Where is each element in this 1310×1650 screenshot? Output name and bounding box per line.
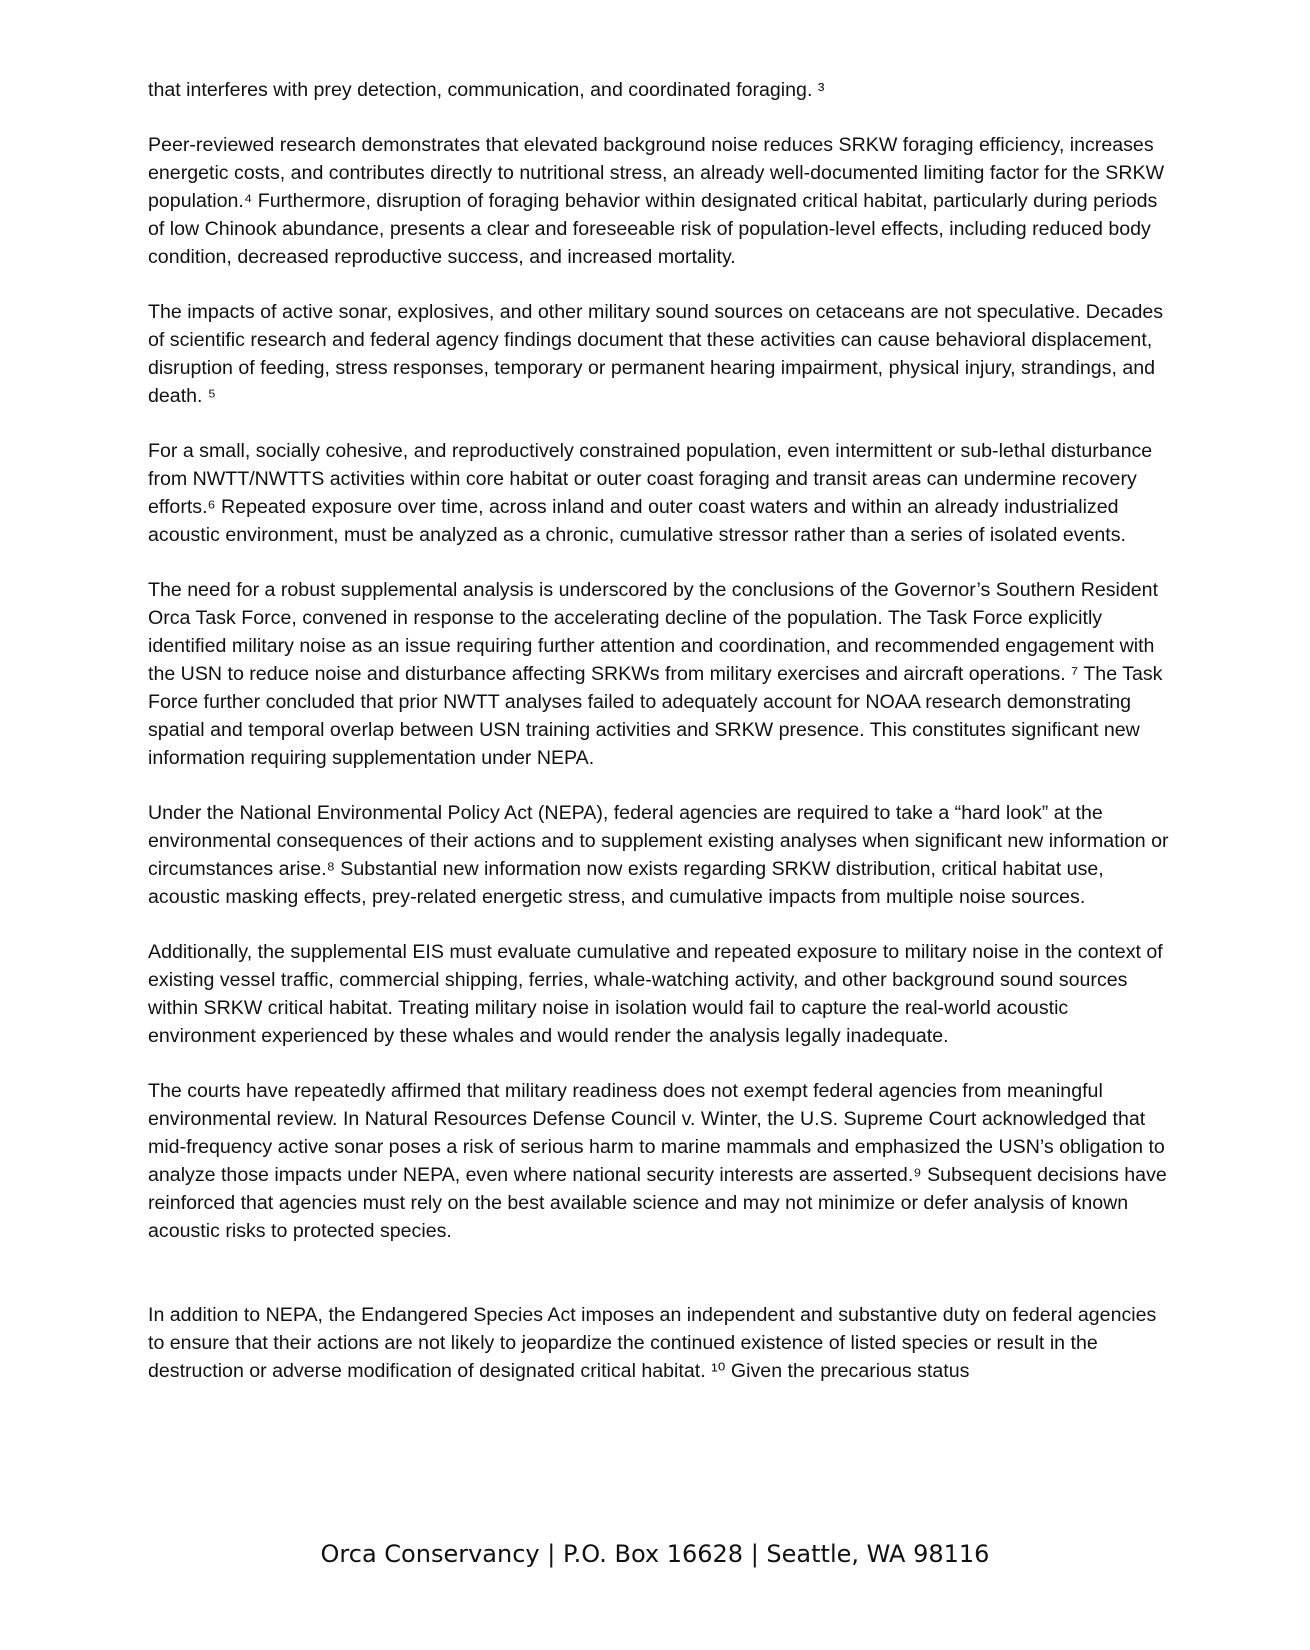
paragraph-foraging-interference: that interferes with prey detection, communication, and coordinated foraging. ³	[148, 79, 825, 101]
paragraph-small-population-disturbance: For a small, socially cohesive, and reproductively constrained population, even intermittent or sub-lethal disturbance from NWTT/NWTTS activities within core habitat or outer coast foraging and transit areas can undermine recovery efforts.⁶ Repeated exposure over time, across inland and outer coast waters and within an already industrialized acoustic environment, must be analyzed as a chronic, cumulative stressor rather than a series of isolated events.	[148, 440, 1153, 546]
paragraph-cumulative-exposure: Additionally, the supplemental EIS must evaluate cumulative and repeated exposure to military noise in the context of existing vessel traffic, commercial shipping, ferries, whale-watching activity, and other background sound sources within SRKW critical habitat. Treating military noise in isolation would fail to capture the real-world acoustic environment experienced by these whales and would render the analysis legally inadequate.	[148, 941, 1163, 1047]
paragraph-nepa-hard-look: Under the National Environmental Policy Act (NEPA), federal agencies are required to take a “hard look” at the environmental consequences of their actions and to supplement existing analyses when significant new information or circumstances arise.⁸ Substantial new information now exists regarding SRKW distribution, critical habitat use, acoustic masking effects, prey-related energetic stress, and cumulative impacts from multiple noise sources.	[148, 802, 1169, 908]
paragraph-task-force-conclusions: The need for a robust supplemental analysis is underscored by the conclusions of the Governor’s Southern Resident Orca Task Force, convened in response to the accelerating decline of the population. The Task Force explicitly identified military noise as an issue requiring further attention and coordination, and recommended engagement with the USN to reduce noise and disturbance affecting SRKWs from military exercises and aircraft operations. ⁷ The Task Force further concluded that prior NWTT analyses failed to adequately account for NOAA research demonstrating spatial and temporal overlap between USN training activities and SRKW presence. This constitutes significant new information requiring supplementation under NEPA.	[148, 579, 1163, 769]
paragraph-background-noise-research: Peer-reviewed research demonstrates that elevated background noise reduces SRKW foraging efficiency, increases energetic costs, and contributes directly to nutritional stress, an already well-documented limiting factor for the SRKW population.⁴ Furthermore, disruption of foraging behavior within designated critical habitat, particularly during periods of low Chinook abundance, presents a clear and foreseeable risk of population-level effects, including reduced body condition, decreased reproductive success, and increased mortality.	[148, 134, 1165, 268]
document-body	[148, 76, 1178, 1412]
paragraph-endangered-species-act: In addition to NEPA, the Endangered Species Act imposes an independent and substantive duty on federal agencies to ensure that their actions are not likely to jeopardize the continued existence of listed species or result in the destruction or adverse modification of designated critical habitat. ¹⁰ Given the precarious status	[148, 1304, 1157, 1382]
page-footer: Orca Conservancy | P.O. Box 16628 | Seattle, WA 98116	[320, 1540, 990, 1568]
paragraph-sonar-impacts: The impacts of active sonar, explosives, and other military sound sources on cetaceans are not speculative. Decades of scientific research and federal agency findings document that these activities can cause behavioral displacement, disruption of feeding, stress responses, temporary or permanent hearing impairment, physical injury, strandings, and death. ⁵	[148, 301, 1164, 407]
paragraph-courts-winter-decision: The courts have repeatedly affirmed that military readiness does not exempt federal agencies from meaningful environmental review. In Natural Resources Defense Council v. Winter, the U.S. Supreme Court acknowledged that mid-frequency active sonar poses a risk of serious harm to marine mammals and emphasized the USN’s obligation to analyze those impacts under NEPA, even where national security interests are asserted.⁹ Subsequent decisions have reinforced that agencies must rely on the best available science and may not minimize or defer analysis of known acoustic risks to protected species.	[148, 1080, 1167, 1242]
